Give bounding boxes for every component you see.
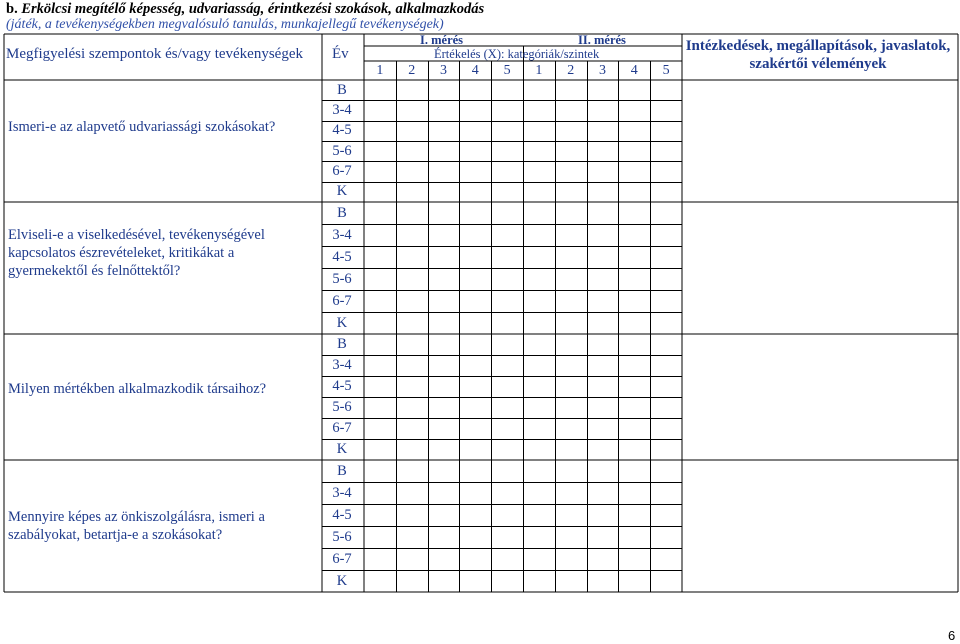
year-label: 3-4 <box>332 357 352 373</box>
level-m1-3: 3 <box>440 63 447 78</box>
year-label: 5-6 <box>332 528 352 545</box>
page-subtitle: (játék, a tevékenységekben megvalósuló tanulás, munkajellegű tevékenységek) <box>6 17 444 32</box>
level-m1-4: 4 <box>471 63 479 78</box>
year-label: 6-7 <box>332 550 352 567</box>
criteria-column-header: Megfigyelési szempontok és/vagy tevékenységek <box>6 46 303 62</box>
year-label: 5-6 <box>332 399 352 415</box>
measure-1-header: I. mérés <box>420 33 464 47</box>
year-label: 6-7 <box>332 163 352 179</box>
year-label: K <box>336 314 348 331</box>
year-label: 4-5 <box>332 122 352 139</box>
question-1: Ismeri-e az alapvető udvariassági szokásokat? <box>8 119 276 135</box>
year-label: 4-5 <box>332 378 352 394</box>
title-text: Erkölcsi megítélő képesség, udvariasság, érintkezési szokások, alkalmazkodás <box>21 1 485 17</box>
year-label: 6-7 <box>332 420 352 436</box>
year-label: 3-4 <box>332 484 352 501</box>
level-m2-4: 4 <box>630 63 638 78</box>
year-column-header: Év <box>332 46 349 62</box>
year-label: 5-6 <box>332 142 352 159</box>
level-m1-2: 2 <box>408 63 416 78</box>
evaluation-header: Értékelés (X): kategóriák/szintek <box>434 47 600 61</box>
measure-2-header: II. mérés <box>578 33 626 47</box>
level-m2-2: 2 <box>567 63 575 78</box>
level-m2-1: 1 <box>535 63 543 78</box>
question-4: Mennyire képes az önkiszolgálásra, ismeri a szabályokat, betartja-e a szokásokat? <box>8 509 265 543</box>
year-label: 4-5 <box>332 506 352 523</box>
year-label: B <box>337 81 347 98</box>
level-m2-5: 5 <box>662 63 670 78</box>
year-label: B <box>337 204 347 221</box>
year-label: 5-6 <box>332 270 352 287</box>
year-label: B <box>337 336 347 352</box>
title-prefix: b. <box>6 1 22 17</box>
level-m1-5: 5 <box>503 63 511 78</box>
year-label: 6-7 <box>332 292 352 309</box>
year-label: 3-4 <box>332 102 352 118</box>
year-label: 4-5 <box>332 248 352 265</box>
year-label: 3-4 <box>332 226 352 243</box>
level-m2-3: 3 <box>599 63 606 78</box>
year-label: K <box>336 572 348 589</box>
question-2: Elviseli-e a viselkedésével, tevékenységével kapcsolatos észrevételeket, kritikákat a gyermekektől és felnőttektől? <box>8 227 265 279</box>
notes-column-header: Intézkedések, megállapítások, javaslatok, szakértői vélemények <box>685 38 951 72</box>
page-number: 6 <box>948 628 956 643</box>
level-m1-1: 1 <box>376 63 384 78</box>
question-3: Milyen mértékben alkalmazkodik társaihoz? <box>8 381 267 397</box>
year-label: B <box>337 462 347 479</box>
year-label: K <box>336 183 348 200</box>
year-label: K <box>336 441 348 457</box>
